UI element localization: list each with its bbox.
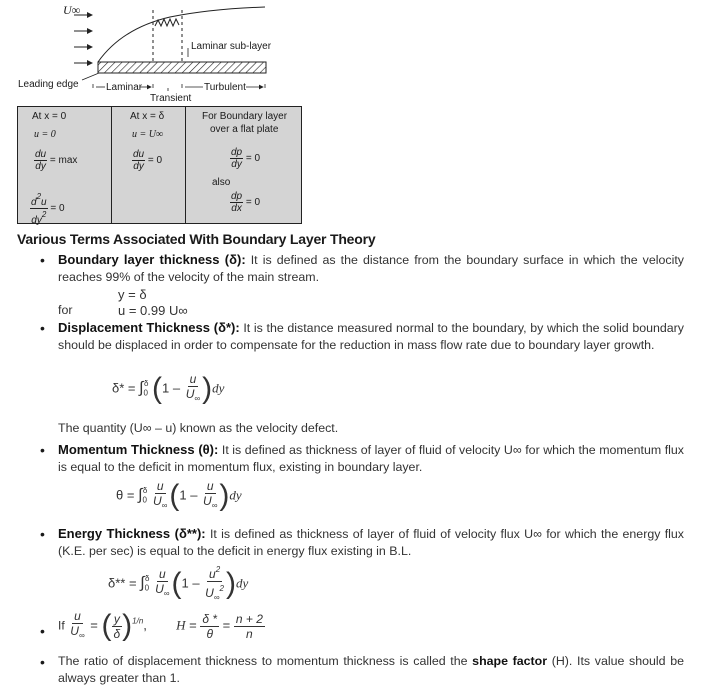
col2-head: At x = δ <box>130 111 165 122</box>
col3-dpdy-rhs: = 0 <box>245 153 261 165</box>
shape-text-a: The ratio of displacement thickness to momentum thickness is called the <box>58 654 473 668</box>
shape-factor-paragraph <box>58 653 684 687</box>
displacement-term: Displacement Thickness (δ*): <box>58 320 240 335</box>
momentum-text: It is defined as thickness of layer of fluid of velocity U∞ for which the momentum flux is equal to the deficit in momentum flux, existing in boundary layer. <box>58 443 684 474</box>
displacement-equation: $\delta* = \int_0^\delta$ (1 – $\frac{u}{U_\infty}$ )dy <box>112 372 225 405</box>
boundary-conditions-table <box>17 106 302 224</box>
bl-thickness-term: Boundary layer thickness (δ): <box>58 252 246 267</box>
conditions-col-flatplate <box>185 107 301 223</box>
bullet: • <box>40 654 45 670</box>
col1-head: At x = 0 <box>32 111 67 122</box>
section-title: Various Terms Associated With Boundary Layer Theory <box>17 231 376 247</box>
col3-head-1: For Boundary layer <box>202 111 288 122</box>
col1-dudy-rhs: = max <box>49 155 78 167</box>
bl-thickness-text: It is defined as the distance from the boundary surface in which the velocity reaches 99% of the velocity of the main stream. <box>58 253 684 284</box>
momentum-equation: $\theta = \int_0^\delta$ $\frac{u}{U_\infty}$ (1 – $\frac{u}{U_\infty}$ )dy <box>116 479 242 512</box>
displacement-paragraph <box>58 319 684 354</box>
bl-thickness-paragraph <box>58 251 684 286</box>
bl-eq-y: y = δ <box>118 287 147 302</box>
col3-dpdx: $\frac{dp}{dx}$ = 0 <box>231 191 261 214</box>
col2-u: u = U∞ <box>132 129 164 140</box>
col1-dudy: $\frac{du}{dy}$ = max <box>35 149 78 172</box>
col3-dpdy: $\frac{dp}{dy}$ = 0 <box>231 147 261 170</box>
conditions-col-x0 <box>18 107 111 226</box>
turbulent-region-label: Turbulent <box>204 82 246 93</box>
if-word: If <box>58 618 65 633</box>
bullet: • <box>40 442 45 458</box>
energy-eq-lhs: δ** = <box>108 575 137 591</box>
transient-region-label: Transient <box>150 93 192 104</box>
bullet: • <box>40 526 45 542</box>
bullet: • <box>40 623 45 639</box>
col3-also: also <box>212 177 231 188</box>
momentum-paragraph <box>58 441 684 476</box>
energy-paragraph <box>58 525 684 560</box>
energy-text: It is defined as thickness of layer of fluid of velocity flux U∞ for which the energy flux (K.E. per sec) is equal to the deficit in energy flux existing in B.L. <box>58 527 685 558</box>
shape-term: shape factor <box>472 654 548 668</box>
col2-dudy: $\frac{du}{dy}$ = 0 <box>133 149 163 172</box>
col1-d2udy2-rhs: = 0 <box>50 203 65 215</box>
laminar-sublayer-label: Laminar sub-layer <box>191 41 272 52</box>
col3-head-2: over a flat plate <box>210 124 279 135</box>
flat-plate <box>98 62 266 73</box>
displacement-eq-lhs: δ* = <box>112 380 136 396</box>
bl-for: for <box>58 303 73 317</box>
col2-dudy-rhs: = 0 <box>147 155 163 167</box>
leading-edge-label: Leading edge <box>18 79 79 90</box>
shape-text-b: (H). Its value should be always greater than 1. <box>58 654 684 685</box>
col1-u: u = 0 <box>34 129 56 140</box>
col1-d2udy2: $\frac{d^2u}{dy^2}$ = 0 <box>31 192 65 226</box>
col3-dpdx-rhs: = 0 <box>245 197 261 209</box>
momentum-eq-lhs: θ = <box>116 487 135 503</box>
conditions-col-xdelta <box>111 107 185 223</box>
power-law-relation: If $\frac{u}{U_\infty}$ = ( $\frac{y}{\delta}$ )$^{1/n}$, H = $\frac{\delta *}{\theta}$ = $\frac{n + 2}{n}$ <box>58 609 263 642</box>
displacement-text: It is the distance measured normal to the boundary, by which the solid boundary should be displaced in order to compensate for the reduction in mass flow rate due to boundary layer growth. <box>58 321 684 352</box>
velocity-defect-text: The quantity (U∞ – u) known as the velocity defect. <box>58 421 339 435</box>
laminar-region-label: Laminar <box>106 82 143 93</box>
bullet: • <box>40 320 45 336</box>
u-infinity-label: U∞ <box>63 3 81 17</box>
bullet: • <box>40 252 45 268</box>
bl-eq-u: u = 0.99 U∞ <box>118 303 188 318</box>
energy-term: Energy Thickness (δ**): <box>58 526 206 541</box>
momentum-term: Momentum Thickness (θ): <box>58 442 219 457</box>
energy-equation: $\delta** = \int_0^\delta$ $\frac{u}{U_\infty}$ (1 – $\frac{u^2}{U_\infty^2}$ )dy <box>108 565 249 602</box>
